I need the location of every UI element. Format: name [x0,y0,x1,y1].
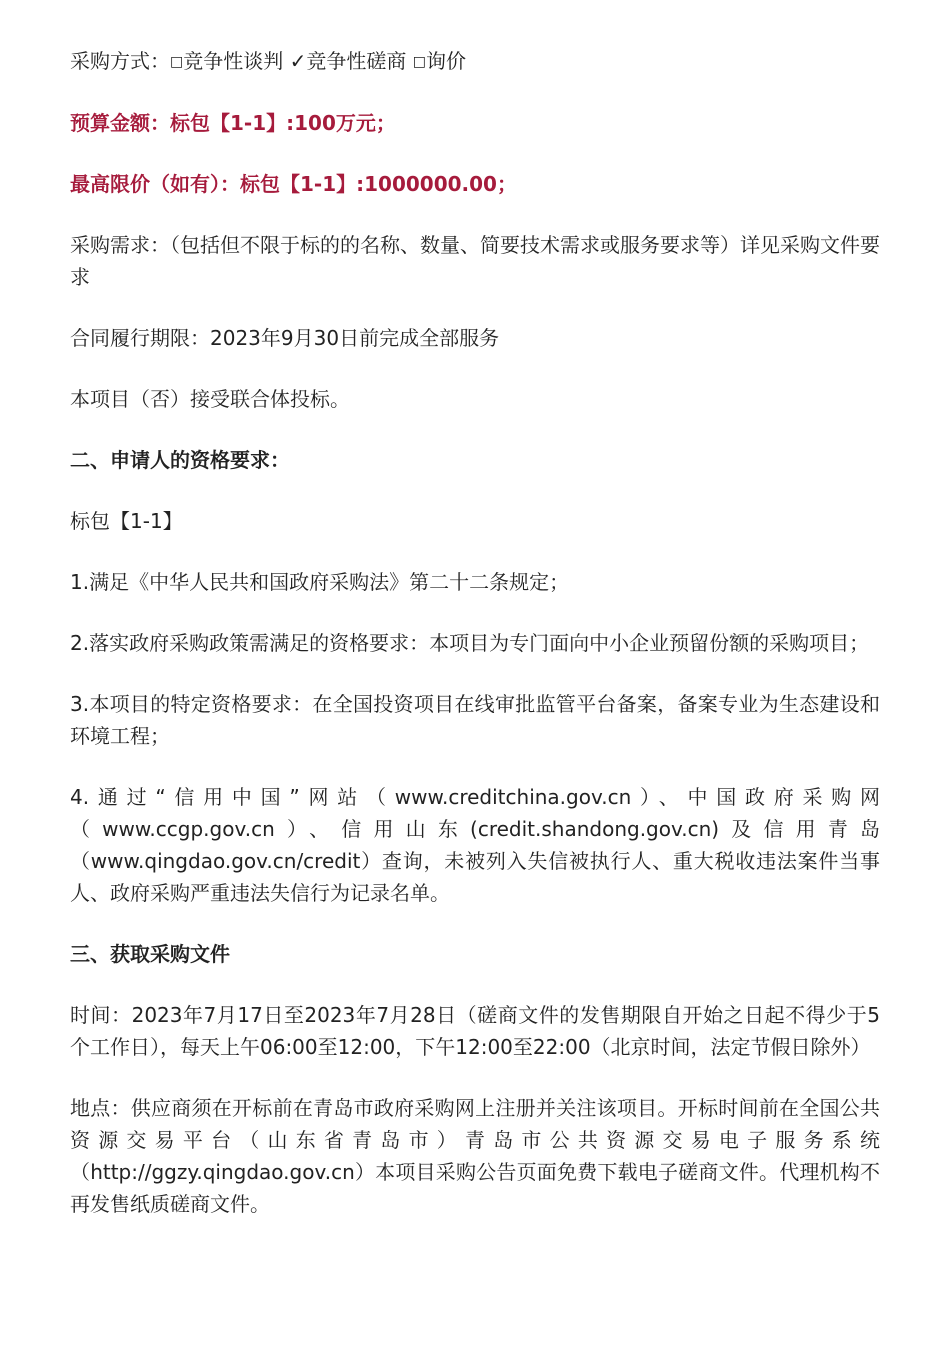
budget-amount: 预算金额：标包【1-1】:100万元； [70,111,396,135]
procurement-requirements: 采购需求：（包括但不限于标的的名称、数量、简要技术需求或服务要求等）详见采购文件要求 [70,233,880,289]
consortium-statement: 本项目（否）接受联合体投标。 [70,387,350,411]
max-price: 最高限价（如有）：标包【1-1】:1000000.00； [70,172,517,196]
unchecked-box-icon: □ [412,54,426,70]
package-label: 标包【1-1】 [70,509,183,533]
qualification-req-1: 1.满足《中华人民共和国政府采购法》第二十二条规定； [70,570,570,594]
section-2-title: 二、申请人的资格要求： [70,448,290,472]
option-inquiry: 询价 [425,49,466,73]
unchecked-box-icon: □ [170,54,184,70]
section-3-title: 三、获取采购文件 [70,942,230,966]
option-competitive-consultation: 竞争性磋商 [306,49,407,73]
option-competitive-negotiation: 竞争性谈判 [183,49,284,73]
qualification-req-4: 4.通过“信用中国”网站（www.creditchina.gov.cn）、中国政府采购网（www.ccgp.gov.cn）、信用山东(credit.shandong.gov.cn)及信用青岛（www.qingdao.gov.cn/credit）查询，未被列入失信被执行人、重大税收违法案件当事人、政府采购严重违法失信行为记录名单。 [70,785,880,905]
acquisition-location: 地点：供应商须在开标前在青岛市政府采购网上注册并关注该项目。开标时间前在全国公共资源交易平台（山东省青岛市）青岛市公共资源交易电子服务系统（http://ggzy.qingdao.gov.cn）本项目采购公告页面免费下载电子磋商文件。代理机构不再发售纸质磋商文件。 [70,1096,880,1216]
checkmark-icon: ✓ [289,49,307,73]
contract-period: 合同履行期限：2023年9月30日前完成全部服务 [70,326,500,350]
acquisition-time: 时间：2023年7月17日至2023年7月28日（磋商文件的发售期限自开始之日起不得少于5个工作日），每天上午06:00至12:00，下午12:00至22:00（北京时间，法定节假日除外） [70,1003,880,1059]
qualification-req-3: 3.本项目的特定资格要求：在全国投资项目在线审批监管平台备案，备案专业为生态建设和环境工程； [70,692,880,748]
procurement-method-label: 采购方式： [70,49,170,73]
qualification-req-2: 2.落实政府采购政策需满足的资格要求：本项目为专门面向中小企业预留份额的采购项目； [70,631,870,655]
procurement-method-line [70,45,880,78]
